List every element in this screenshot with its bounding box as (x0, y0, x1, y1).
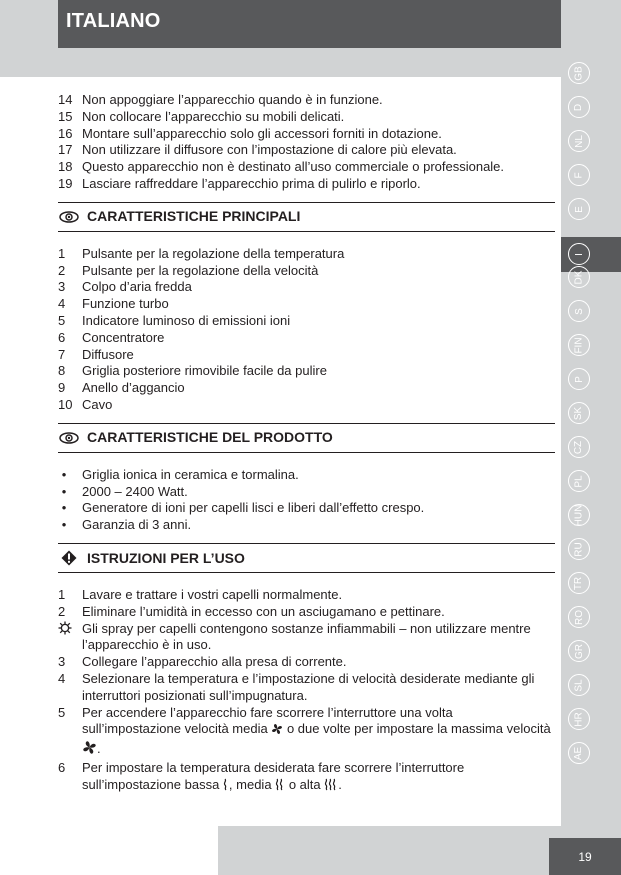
fan-high-icon (82, 740, 97, 760)
bullet-mark: • (61, 517, 67, 533)
list-item (58, 760, 555, 796)
item-number: 4 (58, 670, 66, 686)
item-number: 6 (58, 759, 66, 775)
item-text: Non utilizzare il diffusore con l’impostazione di calore più elevata. (82, 142, 457, 158)
lang-tab-label: PL (573, 474, 585, 488)
list-item (58, 296, 555, 313)
item-number: 5 (58, 704, 66, 720)
list-item (58, 109, 555, 126)
item-number: 2 (58, 603, 66, 619)
list-item (58, 380, 555, 397)
item-number (58, 621, 82, 640)
item-text: Lasciare raffreddare l’apparecchio prima di pulirlo e riporlo. (82, 175, 421, 191)
list-item (58, 313, 555, 330)
text-run: o alta (288, 776, 321, 792)
lang-tab-ro[interactable] (568, 606, 590, 628)
eye-icon (58, 430, 80, 446)
lang-tab-label: E (573, 205, 585, 213)
heat-high-icon (324, 778, 338, 796)
lang-tab-pl[interactable] (568, 470, 590, 492)
lang-tab-s[interactable] (568, 300, 590, 322)
list-item (58, 397, 555, 414)
item-number: 7 (58, 346, 66, 362)
list-item (58, 176, 555, 193)
bullet-item (58, 517, 555, 534)
content (58, 92, 555, 796)
item-text: Montare sull’apparecchio solo gli accessori forniti in dotazione. (82, 125, 442, 141)
item-text: Generatore di ioni per capelli lisci e liberi dall’effetto crespo. (82, 500, 425, 516)
lang-tab-f[interactable] (568, 164, 590, 186)
lang-tab-label: I (573, 252, 585, 256)
section-title: ISTRUZIONI PER L’USO (87, 549, 245, 566)
item-text: Cavo (82, 396, 113, 412)
item-number: 15 (58, 108, 73, 124)
lang-tab-sk[interactable] (568, 402, 590, 424)
lang-tab-p[interactable] (568, 368, 590, 390)
item-text: Non appoggiare l’apparecchio quando è in funzione. (82, 92, 383, 107)
list-item (58, 246, 555, 263)
item-text (82, 587, 555, 604)
lang-tab-ae[interactable] (568, 742, 590, 764)
list-item (58, 142, 555, 159)
item-text: Non collocare l’apparecchio su mobili delicati. (82, 108, 345, 124)
lang-tab-ru[interactable] (568, 538, 590, 560)
lang-tab-i[interactable] (568, 243, 590, 265)
lang-tab-label: P (573, 375, 585, 383)
item-text (82, 705, 555, 760)
section-heading (58, 202, 555, 232)
list-item (58, 654, 555, 671)
item-number: 1 (58, 245, 66, 261)
text-run: Gli spray per capelli contengono sostanze infiammabili – non utilizzare mentre l’apparecchio è in uso. (82, 620, 531, 653)
item-number: 3 (58, 279, 66, 295)
lang-tab-label: HR (573, 711, 585, 727)
section-title: CARATTERISTICHE DEL PRODOTTO (87, 429, 333, 446)
lang-tab-d[interactable] (568, 96, 590, 118)
lang-tab-label: TR (573, 576, 585, 590)
list-item (58, 126, 555, 143)
bullet-mark: • (61, 500, 67, 516)
text-run: Per impostare la temperatura desiderata fare scorrere l’interruttore sull’impostazione bassa (82, 759, 465, 792)
lang-tab-label: CZ (573, 440, 585, 454)
page-number: 19 (549, 838, 621, 875)
item-number: 14 (58, 92, 73, 107)
item-text: 2000 – 2400 Watt. (82, 483, 188, 499)
section-heading (58, 543, 555, 573)
item-number: 10 (58, 396, 73, 412)
item-text (82, 671, 555, 705)
text-run: . (97, 741, 101, 757)
item-text: Griglia posteriore rimovibile facile da pulire (82, 363, 327, 379)
item-number: 16 (58, 125, 73, 141)
item-number: 1 (58, 586, 66, 602)
text-run: , media (228, 776, 272, 792)
lang-tab-label: NL (573, 134, 585, 148)
item-number: 4 (58, 296, 66, 312)
list-item (58, 279, 555, 296)
list-item (58, 621, 555, 655)
header-bar (58, 0, 561, 48)
item-text (82, 760, 555, 796)
fan-medium-icon (271, 723, 283, 740)
item-number: 3 (58, 654, 66, 670)
lang-tab-label: FIN (573, 336, 585, 354)
text-run: o due volte per impostare la massima velocità (286, 721, 551, 737)
item-text: Pulsante per la regolazione della temperatura (82, 245, 345, 261)
lang-tab-label: RU (573, 541, 585, 557)
item-text: Anello d’aggancio (82, 380, 185, 396)
lang-tab-label: DK (573, 270, 585, 284)
lang-tab-label: SK (573, 406, 585, 420)
lang-tab-gb[interactable] (568, 62, 590, 84)
list-item (58, 159, 555, 176)
list-item (58, 604, 555, 621)
lang-tab-label: AE (573, 746, 585, 760)
list-item (58, 587, 555, 604)
hazard-icon (58, 621, 72, 640)
lang-tab-active (561, 237, 621, 272)
item-number: 18 (58, 159, 73, 175)
item-text: Questo apparecchio non è destinato all’uso commerciale o professionale. (82, 159, 505, 175)
item-number: 5 (58, 312, 66, 328)
bullet-item (58, 500, 555, 517)
item-text: Griglia ionica in ceramica e tormalina. (82, 466, 299, 482)
lang-tab-label: GB (573, 65, 585, 81)
item-text (82, 604, 555, 621)
item-number: 2 (58, 262, 66, 278)
product-features-list (58, 467, 555, 534)
text-run: . (338, 776, 342, 792)
lang-tab-dk[interactable] (568, 266, 590, 288)
item-text (82, 621, 555, 655)
page-title: ITALIANO (66, 10, 161, 32)
text-run: Collegare l’apparecchio alla presa di corrente. (82, 654, 347, 670)
item-number: 17 (58, 142, 73, 158)
list-item (58, 363, 555, 380)
instructions-list (58, 587, 555, 796)
item-text: Diffusore (82, 346, 134, 362)
bullet-mark: • (61, 466, 67, 482)
bullet-item (58, 484, 555, 501)
lang-tab-sl[interactable] (568, 674, 590, 696)
lang-tab-nl[interactable] (568, 130, 590, 152)
list-item (58, 92, 555, 109)
lang-tab-cz[interactable] (568, 436, 590, 458)
bullet-item (58, 467, 555, 484)
lang-tab-label: RO (573, 609, 585, 625)
item-text: Garanzia di 3 anni. (82, 517, 192, 533)
item-text: Funzione turbo (82, 296, 169, 312)
lang-tab-label: S (573, 307, 585, 315)
item-number: 8 (58, 363, 66, 379)
warning-icon (58, 550, 80, 566)
lang-tab-label: GR (573, 643, 585, 659)
list-item (58, 705, 555, 760)
list-item (58, 330, 555, 347)
section-title: CARATTERISTICHE PRINCIPALI (87, 208, 301, 225)
lang-tab-tr[interactable] (568, 572, 590, 594)
eye-icon (58, 209, 80, 225)
item-number: 6 (58, 329, 66, 345)
lang-tab-label: SL (573, 678, 585, 692)
item-text: Pulsante per la regolazione della velocità (82, 262, 319, 278)
text-run: Lavare e trattare i vostri capelli normalmente. (82, 586, 343, 602)
features-list (58, 246, 555, 414)
heat-medium-icon (275, 778, 285, 796)
list-item (58, 263, 555, 280)
bullet-mark: • (61, 483, 67, 499)
item-text: Colpo d’aria fredda (82, 279, 192, 295)
list-item (58, 671, 555, 705)
item-number: 19 (58, 175, 73, 191)
item-text: Concentratore (82, 329, 165, 345)
lang-tab-gr[interactable] (568, 640, 590, 662)
item-number: 9 (58, 380, 66, 396)
section-heading (58, 423, 555, 453)
lang-tab-label: D (573, 103, 585, 111)
item-text (82, 654, 555, 671)
lang-tab-fin[interactable] (568, 334, 590, 356)
lang-tab-hr[interactable] (568, 708, 590, 730)
text-run: Selezionare la temperatura e l’impostazione di velocità desiderate mediante gli interruttori posizionati sull’impugnatura. (82, 670, 535, 703)
text-run: Per accendere l’apparecchio fare scorrere l’interruttore una volta sull’impostazione velocità media (82, 704, 453, 737)
lang-tab-hun[interactable] (568, 504, 590, 526)
lang-tab-e[interactable] (568, 198, 590, 220)
intro-list (58, 92, 555, 193)
text-run: Eliminare l’umidità in eccesso con un asciugamano e pettinare. (82, 603, 445, 619)
item-text: Indicatore luminoso di emissioni ioni (82, 312, 291, 328)
lang-tab-label: HUN (573, 504, 585, 526)
lang-tab-label: F (573, 171, 585, 179)
list-item (58, 347, 555, 364)
